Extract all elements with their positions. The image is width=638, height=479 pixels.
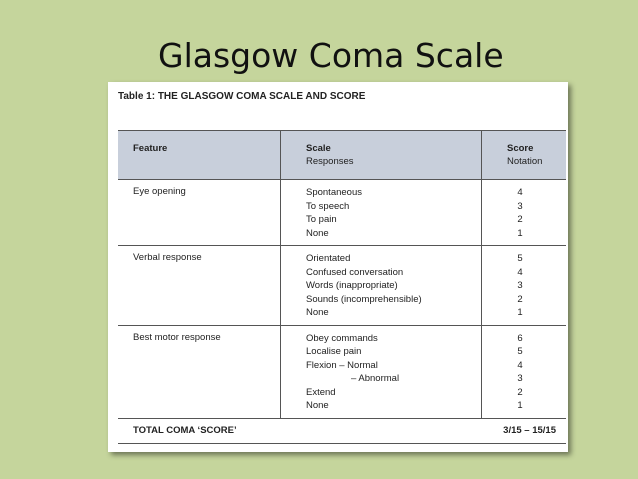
table-card	[108, 82, 568, 452]
score-item: 2	[517, 293, 523, 305]
scores-cell	[482, 180, 567, 246]
score-item: 4	[517, 187, 523, 198]
table-row	[118, 246, 566, 326]
table-row	[118, 180, 566, 246]
header-feature	[118, 131, 281, 180]
response-item: Flexion – Normal	[306, 359, 378, 371]
header-scale	[281, 131, 482, 180]
feature-cell: Verbal response	[118, 246, 281, 326]
total-value: 3/15 – 15/15	[482, 418, 567, 443]
gcs-table	[118, 130, 566, 444]
score-item: 4	[517, 359, 523, 371]
header-score-label: Score	[507, 143, 534, 154]
score-item: 3	[517, 280, 523, 291]
response-item: Words (inappropriate)	[306, 280, 398, 291]
score-item: 5	[517, 253, 523, 264]
response-item: Obey commands	[306, 332, 378, 344]
scores-cell	[482, 325, 567, 418]
score-item: 3	[517, 200, 523, 212]
response-item: Sounds (incomprehensible)	[306, 293, 422, 305]
response-item: Spontaneous	[306, 187, 362, 198]
table-row	[118, 325, 566, 418]
response-item: None	[306, 307, 329, 318]
responses-cell	[281, 325, 482, 418]
score-item: 2	[517, 214, 523, 225]
score-item: 2	[517, 386, 523, 398]
total-row	[118, 418, 566, 443]
header-score	[482, 131, 567, 180]
response-item: Extend	[306, 386, 336, 398]
response-item: None	[306, 400, 329, 411]
response-item: None	[306, 227, 329, 239]
response-item: To pain	[306, 214, 337, 225]
header-scale-label: Scale	[306, 143, 331, 154]
scores-cell	[482, 246, 567, 326]
response-item: To speech	[306, 200, 350, 212]
header-feature-label: Feature	[133, 143, 168, 154]
table-header-row	[118, 131, 566, 180]
header-scale-sublabel: Responses	[306, 156, 354, 167]
score-item: 3	[517, 373, 523, 384]
feature-cell: Eye opening	[118, 180, 281, 246]
score-item: 1	[517, 227, 523, 239]
responses-cell	[281, 246, 482, 326]
response-item: – Abnormal	[351, 373, 400, 384]
response-item: Localise pain	[306, 346, 362, 357]
score-item: 1	[517, 307, 523, 318]
response-item: Orientated	[306, 253, 351, 264]
score-item: 1	[517, 400, 523, 411]
slide-title: Glasgow Coma Scale	[158, 36, 504, 75]
table-caption: Table 1: THE GLASGOW COMA SCALE AND SCORE	[118, 91, 366, 102]
responses-cell	[281, 180, 482, 246]
response-item: Confused conversation	[306, 266, 404, 278]
score-item: 4	[517, 266, 523, 278]
header-score-sublabel: Notation	[507, 156, 543, 167]
feature-cell: Best motor response	[118, 325, 281, 418]
score-item: 5	[517, 346, 523, 357]
score-item: 6	[517, 332, 523, 344]
total-label: TOTAL COMA ‘SCORE’	[118, 418, 482, 443]
